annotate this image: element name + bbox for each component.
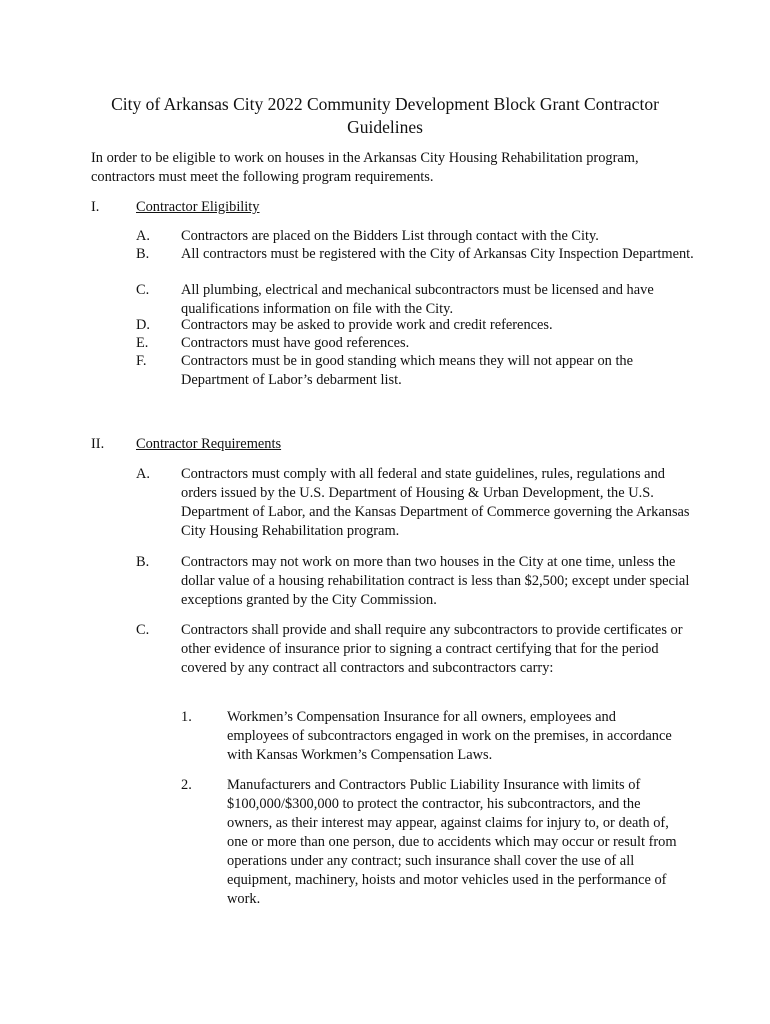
item-text: Contractors may be asked to provide work and credit references. (181, 317, 553, 333)
item-text: Contractors must be in good standing which means they will not appear on the Department of Labor’s debarment list. (181, 353, 634, 388)
item-text: All plumbing, electrical and mechanical subcontractors must be licensed and have qualifications information on file with the City. (181, 282, 654, 317)
item-marker: A. (136, 228, 150, 244)
subitem-marker: 2. (181, 777, 192, 793)
subitem-marker: 1. (181, 709, 192, 725)
item-marker: C. (136, 622, 150, 638)
section-2-title: Contractor Requirements (136, 436, 282, 452)
item-text: All contractors must be registered with the City of Arkansas City Inspection Department. (181, 246, 694, 262)
intro-paragraph: In order to be eligible to work on houses in the Arkansas City Housing Rehabilitation program, contractors must meet the following program requirements. (91, 150, 639, 185)
item-text: Contractors shall provide and shall require any subcontractors to provide certificates or other evidence of insurance prior to signing a contract certifying that for the period covered by any contract all contractors and subcontractors carry: (181, 622, 683, 676)
subitem-text: Workmen’s Compensation Insurance for all owners, employees and employees of subcontractors engaged in work on the premises, in accordance with Kansas Workmen’s Compensation Laws. (227, 709, 672, 763)
subitem-text: Manufacturers and Contractors Public Liability Insurance with limits of $100,000/$300,000 to protect the contractor, his subcontractors, and the owners, as their interest may appear, against claims for injury to, or death of, one or more than one person, due to accidents which may occur or result from operations under any contract; such insurance shall cover the use of all equipment, machinery, hoists and motor vehicles used in the performance of work. (227, 777, 677, 907)
item-marker: B. (136, 246, 150, 262)
document-title: City of Arkansas City 2022 Community Development Block Grant Contractor Guidelines (111, 94, 659, 137)
item-marker: E. (136, 335, 149, 351)
section-1-numeral: I. (91, 199, 100, 215)
item-text: Contractors must have good references. (181, 335, 410, 351)
item-text: Contractors may not work on more than two houses in the City at one time, unless the dollar value of a housing rehabilitation contract is less than $2,500; except under special exceptions granted by the City Commission. (181, 554, 690, 608)
item-marker: F. (136, 353, 147, 369)
item-marker: D. (136, 317, 150, 333)
item-text: Contractors are placed on the Bidders List through contact with the City. (181, 228, 599, 244)
item-marker: B. (136, 554, 150, 570)
item-marker: A. (136, 466, 150, 482)
section-2-numeral: II. (91, 436, 105, 452)
item-text: Contractors must comply with all federal and state guidelines, rules, regulations and orders issued by the U.S. Department of Housing & Urban Development, the U.S. Department of Labor, and the Kansas Department of Commerce governing the Arkansas City Housing Rehabilitation program. (181, 466, 690, 539)
section-1-title: Contractor Eligibility (136, 199, 260, 215)
item-marker: C. (136, 282, 150, 298)
